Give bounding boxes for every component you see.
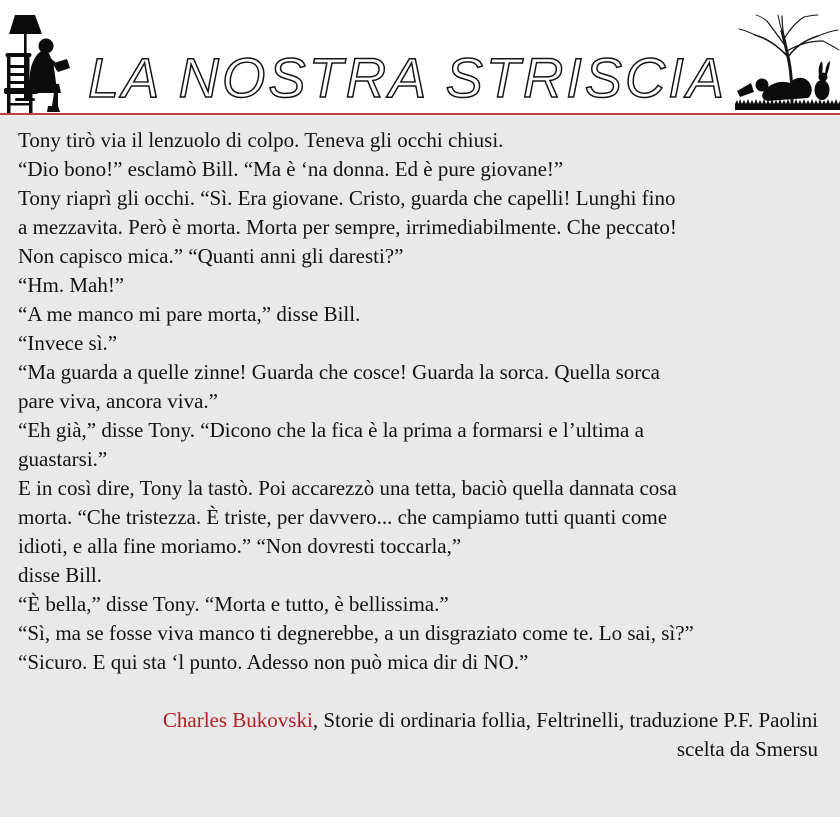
story-line: E in così dire, Tony la tastò. Poi accarezzò una tetta, baciò quella dannata cosa — [18, 476, 677, 500]
source-title: , Storie di ordinaria follia, Feltrinelli, traduzione P.F. Paolini — [312, 708, 818, 732]
site-title-text: LA NOSTRA STRISCIA — [87, 45, 728, 109]
site-title — [80, 39, 735, 113]
story-line: “Dio bono!” esclamò Bill. “Ma è ‘na donna. Ed è pure giovane!” — [18, 157, 564, 181]
story-lines — [18, 126, 818, 677]
masthead — [0, 0, 840, 115]
story-line: a mezzavita. Però è morta. Morta per sempre, irrimediabilmente. Che peccato! — [18, 215, 677, 239]
attribution-line1 — [18, 706, 818, 735]
story-line: guastarsi.” — [18, 447, 108, 471]
story-line: Tony riaprì gli occhi. “Sì. Era giovane. Cristo, guarda che capelli! Lunghi fino — [18, 186, 676, 210]
story-line: “Ma guarda a quelle zinne! Guarda che cosce! Guarda la sorca. Quella sorca — [18, 360, 660, 384]
story-line: “Sicuro. E qui sta ‘l punto. Adesso non può mica dir di NO.” — [18, 650, 529, 674]
attribution — [18, 706, 818, 764]
story-line: “Hm. Mah!” — [18, 273, 125, 297]
story-line: disse Bill. — [18, 563, 103, 587]
attribution-line2: scelta da Smersu — [676, 737, 818, 761]
reader-in-chair-with-lamp-icon — [2, 9, 80, 113]
reader-under-tree-with-rabbit-icon — [735, 13, 840, 113]
story-line: morta. “Che tristezza. È triste, per davvero... che campiamo tutti quanti come — [18, 505, 668, 529]
story-line: “Eh già,” disse Tony. “Dicono che la fica è la prima a formarsi e l’ultima a — [18, 418, 644, 442]
story-line: Non capisco mica.” “Quanti anni gli daresti?” — [18, 244, 404, 268]
story-line: Tony tirò via il lenzuolo di colpo. Teneva gli occhi chiusi. — [18, 128, 504, 152]
author-name: Charles Bukovski — [162, 708, 313, 732]
story-line: pare viva, ancora viva.” — [18, 389, 218, 413]
story-line: “A me manco mi pare morta,” disse Bill. — [18, 302, 361, 326]
story-line: “Sì, ma se fosse viva manco ti degnerebbe, a un disgraziato come te. Lo sai, sì?” — [18, 621, 694, 645]
story-line: “Invece sì.” — [18, 331, 118, 355]
story-area — [0, 115, 840, 764]
story-line: idioti, e alla fine moriamo.” “Non dovresti toccarla,” — [18, 534, 462, 558]
story-line: “È bella,” disse Tony. “Morta e tutto, è bellissima.” — [18, 592, 449, 616]
